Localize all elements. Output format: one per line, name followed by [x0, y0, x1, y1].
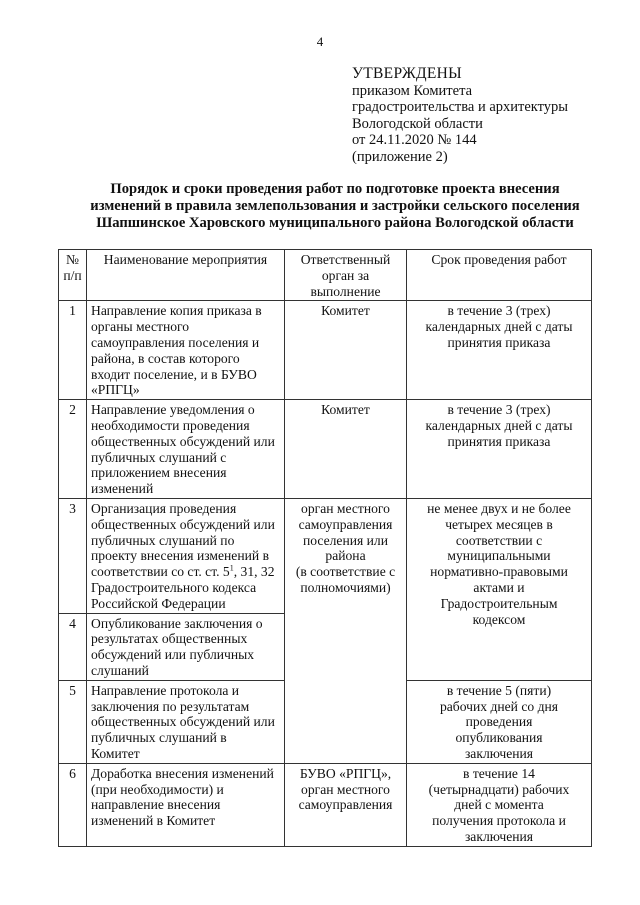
row-number: 3	[59, 498, 87, 613]
activity-name: Опубликование заключения о результатах общественных обсуждений или публичных слушаний	[87, 613, 285, 680]
title-line: Шапшинское Харовского муниципального района Вологодской области	[96, 215, 574, 231]
table-header-row	[59, 250, 592, 301]
approval-block	[352, 66, 568, 165]
table-row	[59, 400, 592, 499]
activity-name: Доработка внесения изменений (при необходимости) и направление внесения изменений в Комитет	[87, 763, 285, 846]
header-responsible: Ответственный орган за выполнение	[285, 250, 407, 301]
document-title	[70, 181, 600, 232]
term-cell: в течение 3 (трех) календарных дней с даты принятия приказа	[407, 301, 592, 400]
header-num: № п/п	[59, 250, 87, 301]
approval-line: приказом Комитета	[352, 82, 473, 99]
row-number: 1	[59, 301, 87, 400]
table-row	[59, 498, 592, 613]
responsible-body: Комитет	[285, 301, 407, 400]
table-row	[59, 301, 592, 400]
responsible-body-merged: орган местного самоуправления поселения или района (в соответствие с полномочиями)	[285, 498, 407, 763]
schedule-table-container	[58, 249, 592, 847]
responsible-body: БУВО «РПГЦ», орган местного самоуправления	[285, 763, 407, 846]
header-term: Срок проведения работ	[407, 250, 592, 301]
row-number: 2	[59, 400, 87, 499]
term-cell-merged: не менее двух и не более четырех месяцев в соответствии с муниципальными нормативно-правовыми актами и Градостроительным кодексом	[407, 498, 592, 680]
term-cell: в течение 3 (трех) календарных дней с даты принятия приказа	[407, 400, 592, 499]
approval-stamp: УТВЕРЖДЕНЫ	[352, 65, 462, 82]
table-row	[59, 763, 592, 846]
approval-line: Вологодской области	[352, 115, 483, 132]
responsible-body: Комитет	[285, 400, 407, 499]
activity-name: Направление копия приказа в органы местного самоуправления поселения и района, в состав которого входит поселение, и в БУВО «РПГЦ»	[87, 301, 285, 400]
approval-line: от 24.11.2020 № 144	[352, 132, 477, 148]
header-name: Наименование мероприятия	[87, 250, 285, 301]
row-number: 5	[59, 680, 87, 763]
activity-name: Направление уведомления о необходимости проведения общественных обсуждений или публичных слушаний с приложением внесения изменений	[87, 400, 285, 499]
title-line: изменений в правила землепользования и застройки сельского поселения	[90, 198, 580, 214]
row-number: 4	[59, 613, 87, 680]
activity-name: Организация проведения общественных обсуждений или публичных слушаний по проекту внесения изменений в соответствии со ст. ст. $5^1$, 31, 32 Градостроительного кодекса Российской Федерации	[87, 498, 285, 613]
approval-line: градостроительства и архитектуры	[352, 99, 569, 115]
page-number: 4	[316, 34, 324, 49]
term-cell: в течение 5 (пяти) рабочих дней со дня проведения опубликования заключения	[407, 680, 592, 763]
approval-line: (приложение 2)	[352, 148, 448, 165]
title-line: Порядок и сроки проведения работ по подготовке проекта внесения	[110, 181, 560, 197]
row-number: 6	[59, 763, 87, 846]
term-cell: в течение 14 (четырнадцати) рабочих дней с момента получения протокола и заключения	[407, 763, 592, 846]
activity-name: Направление протокола и заключения по результатам общественных обсуждений или публичных слушаний в Комитет	[87, 680, 285, 763]
schedule-table	[58, 249, 592, 847]
